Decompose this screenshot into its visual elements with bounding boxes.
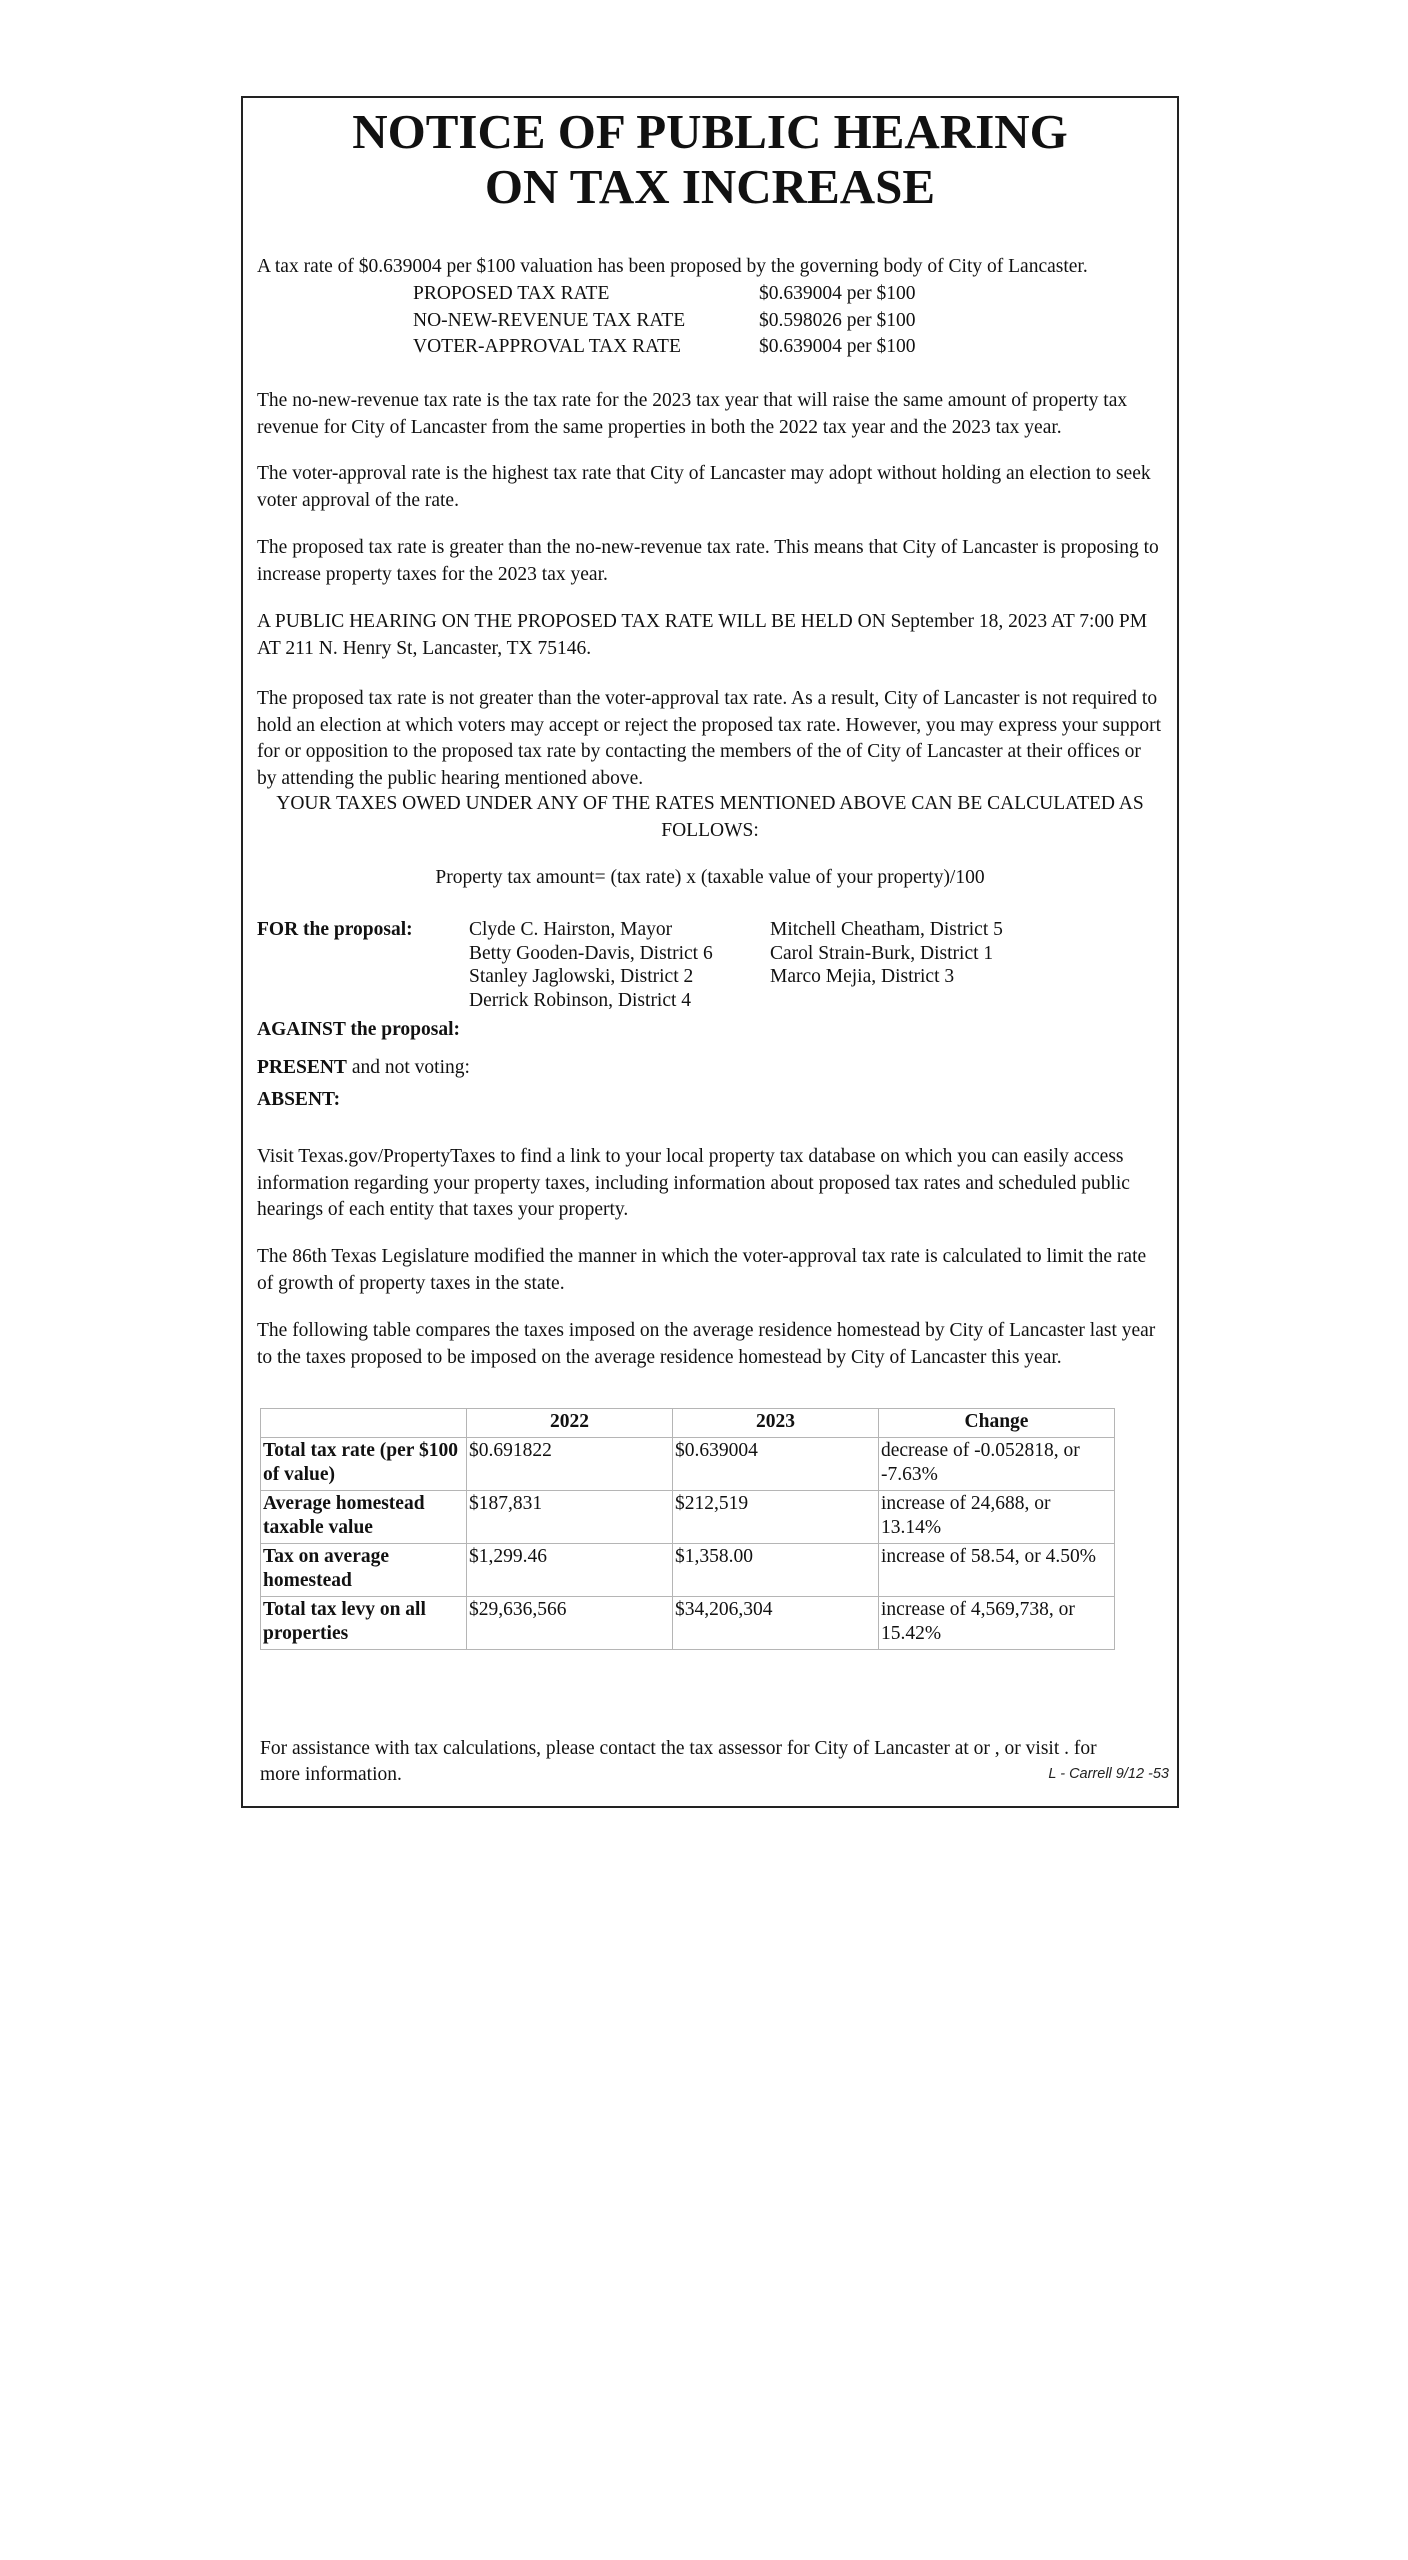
visit-paragraph: Visit Texas.gov/PropertyTaxes to find a link to your local property tax database on which you can easily access information regarding your property taxes, including information about proposed tax rates and scheduled public hearings of each entity that taxes your property.: [257, 1146, 1130, 1220]
present-label: PRESENT and not voting:: [257, 1057, 470, 1078]
rate-row: [413, 308, 916, 335]
tax-formula: Property tax amount= (tax rate) x (taxable value of your property)/100: [435, 867, 985, 888]
table-intro-paragraph: The following table compares the taxes imposed on the average residence homestead by City of Lancaster last year to the taxes proposed to be imposed on the average residence homestead by City of Lancaster this year.: [257, 1320, 1156, 1368]
title-line-2: ON TAX INCREASE: [484, 159, 936, 214]
council-member: Betty Gooden-Davis, District 6: [469, 942, 713, 964]
public-hearing-paragraph: A PUBLIC HEARING ON THE PROPOSED TAX RATE WILL BE HELD ON September 18, 2023 AT 7:00 PM AT 211 N. Henry St, Lancaster, TX 75146.: [257, 611, 1148, 659]
assistance-line-2: more information.: [260, 1764, 402, 1785]
public-notice: [241, 96, 1179, 1808]
column-header: [261, 1409, 467, 1438]
row-header: Tax on average homestead: [261, 1544, 467, 1597]
table-row: [261, 1597, 1115, 1650]
table-cell: increase of 4,569,738, or 15.42%: [879, 1597, 1115, 1650]
table-row: [261, 1491, 1115, 1544]
rate-value: $0.639004 per $100: [759, 336, 916, 357]
no-new-revenue-paragraph: The no-new-revenue tax rate is the tax rate for the 2023 tax year that will raise the same amount of property tax revenue for City of Lancaster from the same properties in both the 2022 tax year and the 2023 tax year.: [257, 390, 1128, 438]
calculation-heading: YOUR TAXES OWED UNDER ANY OF THE RATES MENTIONED ABOVE CAN BE CALCULATED AS FOLLOWS:: [276, 793, 1144, 841]
rate-row: [413, 281, 916, 308]
rate-value: $0.639004 per $100: [759, 283, 916, 304]
rate-label: VOTER-APPROVAL TAX RATE: [413, 336, 681, 357]
table-cell: increase of 58.54, or 4.50%: [879, 1544, 1115, 1597]
legislature-paragraph: The 86th Texas Legislature modified the manner in which the voter-approval tax rate is calculated to limit the rate of growth of property taxes in the state.: [257, 1246, 1147, 1294]
for-voters-column-1: [469, 918, 713, 1012]
table-cell: $1,358.00: [673, 1544, 879, 1597]
table-row: [261, 1544, 1115, 1597]
title-line-1: NOTICE OF PUBLIC HEARING: [352, 104, 1068, 159]
voter-approval-paragraph: The voter-approval rate is the highest tax rate that City of Lancaster may adopt without holding an election to seek voter approval of the rate.: [257, 463, 1151, 511]
against-proposal-label: AGAINST the proposal:: [257, 1019, 460, 1040]
table-cell: $0.691822: [467, 1438, 673, 1491]
notice-title: [243, 104, 1177, 214]
table-header-row: [261, 1409, 1115, 1438]
assistance-line-1: For assistance with tax calculations, please contact the tax assessor for City of Lancaster at or , or visit . for: [260, 1738, 1097, 1759]
table-cell: $212,519: [673, 1491, 879, 1544]
rate-label: PROPOSED TAX RATE: [413, 283, 610, 304]
table-cell: increase of 24,688, or 13.14%: [879, 1491, 1115, 1544]
table-cell: $1,299.46: [467, 1544, 673, 1597]
table-cell: $29,636,566: [467, 1597, 673, 1650]
intro-paragraph: A tax rate of $0.639004 per $100 valuation has been proposed by the governing body of City of Lancaster.: [257, 256, 1088, 277]
council-member: Stanley Jaglowski, District 2: [469, 966, 694, 987]
tax-comparison-table: [260, 1408, 1115, 1650]
for-voters-column-2: [770, 918, 1003, 989]
rate-label: NO-NEW-REVENUE TAX RATE: [413, 309, 686, 331]
row-header: Average homestead taxable value: [261, 1491, 467, 1544]
proposed-greater-paragraph: The proposed tax rate is greater than the no-new-revenue tax rate. This means that City of Lancaster is proposing to increase property taxes for the 2023 tax year.: [257, 537, 1159, 585]
column-header: 2022: [467, 1409, 673, 1438]
table-cell: decrease of -0.052818, or -7.63%: [879, 1438, 1115, 1491]
council-member: Marco Mejia, District 3: [770, 966, 955, 987]
council-member: Carol Strain-Burk, District 1: [770, 942, 994, 964]
column-header: 2023: [673, 1409, 879, 1438]
council-member: Mitchell Cheatham, District 5: [770, 919, 1003, 940]
row-header: Total tax levy on all properties: [261, 1597, 467, 1650]
row-header: Total tax rate (per $100 of value): [261, 1438, 467, 1491]
table-row: [261, 1438, 1115, 1491]
council-member: Derrick Robinson, District 4: [469, 989, 692, 1011]
rate-value: $0.598026 per $100: [759, 309, 916, 331]
rate-list: [413, 281, 916, 361]
publication-reference: L - Carrell 9/12 -53: [1048, 1766, 1169, 1782]
council-member: Clyde C. Hairston, Mayor: [469, 919, 673, 940]
table-cell: $187,831: [467, 1491, 673, 1544]
not-greater-paragraph: The proposed tax rate is not greater than the voter-approval tax rate. As a result, City of Lancaster is not required to hold an election at which voters may accept or reject the proposed tax rate. However, you may express your support for or opposition to the proposed tax rate by contacting the members of the of City of Lancaster at their offices or by attending the public hearing mentioned above.: [257, 688, 1162, 789]
absent-label: ABSENT:: [257, 1089, 341, 1110]
column-header: Change: [879, 1409, 1115, 1438]
for-proposal-label: FOR the proposal:: [257, 919, 413, 940]
table-cell: $0.639004: [673, 1438, 879, 1491]
table-cell: $34,206,304: [673, 1597, 879, 1650]
rate-row: [413, 334, 916, 361]
